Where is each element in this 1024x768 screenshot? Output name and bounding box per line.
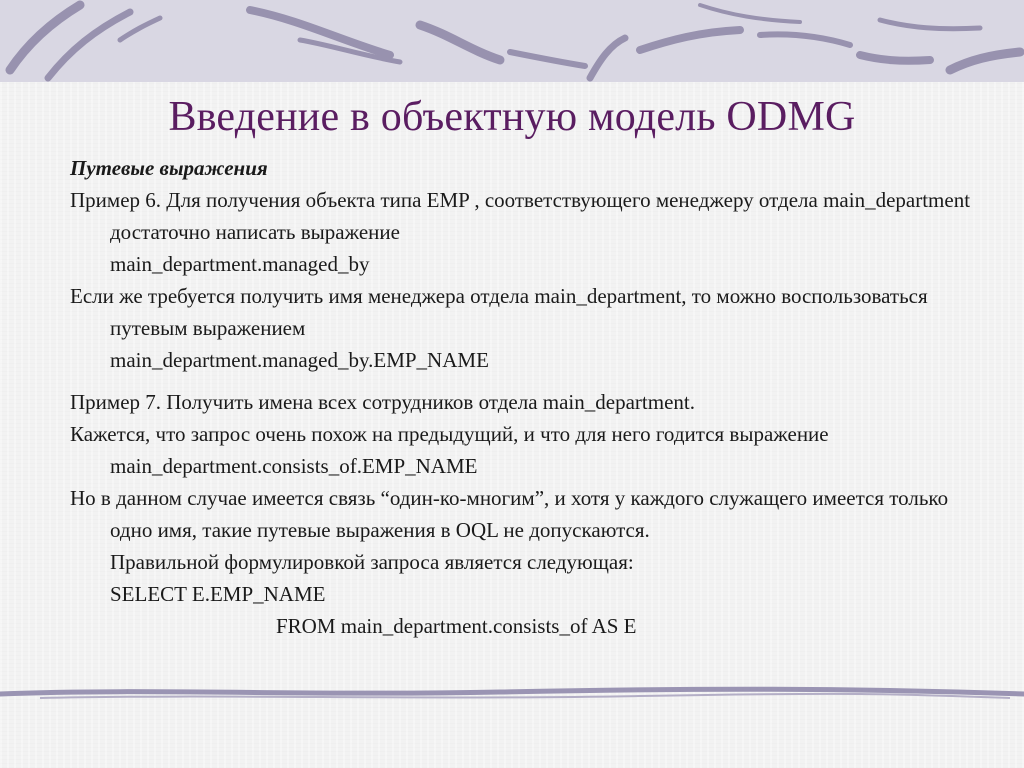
manager-name-paragraph: Если же требуется получить имя менеджера отдела main_department, то можно воспользоваться путевым выражением (70, 284, 928, 340)
decorative-header-band (0, 0, 1024, 82)
oql-from-line: FROM main_department.consists_of AS E (276, 614, 637, 638)
example-6-paragraph: Пример 6. Для получения объекта типа EMP , соответствующего менеджеру отдела main_department достаточно написать выражение (70, 188, 971, 244)
section-heading: Путевые выражения (70, 156, 268, 180)
similar-query-paragraph: Кажется, что запрос очень похож на предыдущий, и что для него годится выражение (70, 422, 829, 446)
example-7-paragraph: Пример 7. Получить имена всех сотрудников отдела main_department. (70, 390, 695, 414)
path-expression-1: main_department.managed_by (110, 252, 370, 276)
correct-query-intro: Правильной формулировкой запроса является следующая: (110, 550, 634, 574)
oql-select-line: SELECT E.EMP_NAME (110, 582, 326, 606)
one-to-many-paragraph: Но в данном случае имеется связь “один-ко-многим”, и хотя у каждого служащего имеется только одно имя, такие путевые выражения в OQL не допускаются. (70, 486, 949, 542)
bottom-decorative-rule (0, 682, 1024, 704)
slide-title: Введение в объектную модель ODMG (168, 94, 856, 140)
brush-strokes-decoration (0, 0, 1024, 82)
path-expression-2: main_department.managed_by.EMP_NAME (110, 348, 489, 372)
path-expression-3: main_department.consists_of.EMP_NAME (110, 454, 478, 478)
paragraph-gap (70, 376, 990, 386)
slide-body (70, 152, 990, 642)
